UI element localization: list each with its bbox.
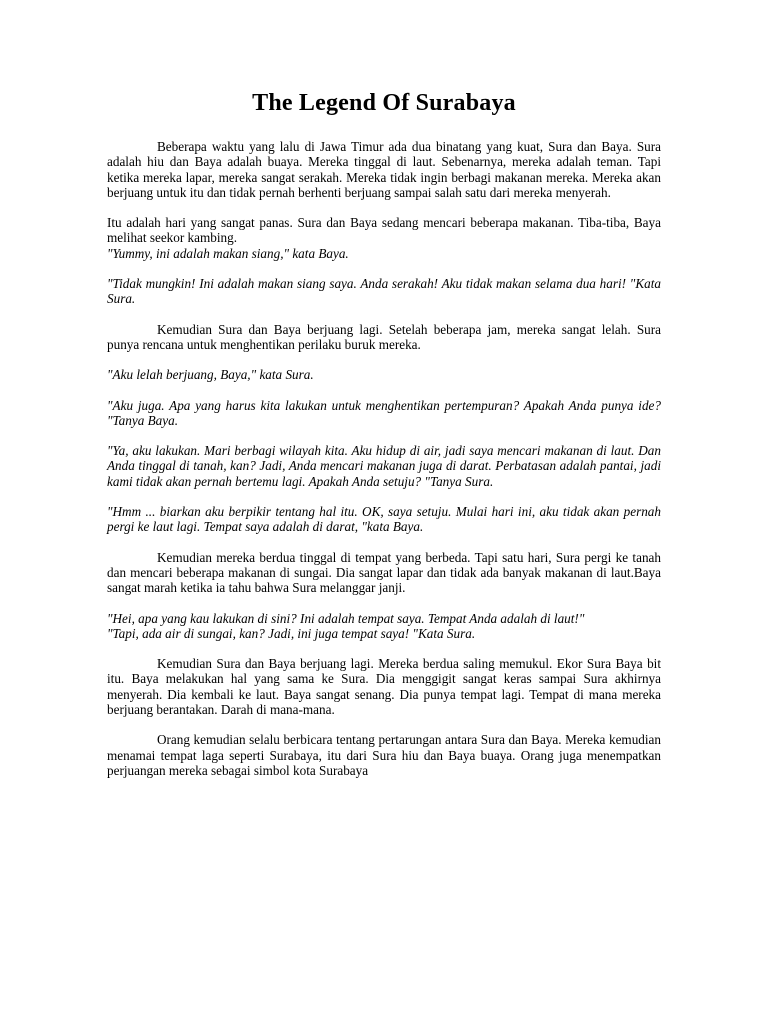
paragraph-broken-promise: Kemudian mereka berdua tinggal di tempat yang berbeda. Tapi satu hari, Sura pergi ke tanah dan mencari beberapa makanan di sungai. Dia sangat lapar dan tidak ada banyak makanan di laut.Baya sangat marah ketika ia tahu bahwa Sura melanggar janji.	[107, 549, 661, 596]
paragraph-conclusion: Orang kemudian selalu berbicara tentang pertarungan antara Sura dan Baya. Mereka kemudian menamai tempat laga seperti Surabaya, itu dari Sura hiu dan Baya buaya. Orang juga menempatkan perjuangan mereka sebagai simbol kota Surabaya	[107, 732, 661, 778]
paragraph-hot-day-text: Itu adalah hari yang sangat panas. Sura dan Baya sedang mencari beberapa makanan. Tiba-tiba, Baya melihat seekor kambing.	[107, 215, 661, 246]
dialogue-baya-hey: "Hei, apa yang kau lakukan di sini? Ini adalah tempat saya. Tempat Anda adalah di laut!"	[107, 610, 585, 626]
document-body	[107, 139, 661, 793]
paragraph-final-fight: Kemudian Sura dan Baya berjuang lagi. Mereka berdua saling memukul. Ekor Sura Baya bit itu. Baya melakukan hal yang sama ke Sura. Dia menggigit sangat keras sampai Sura akhirnya menyerah. Dia kembali ke laut. Baya sangat senang. Dia punya tempat lagi. Tempat di mana mereka berjuang berantakan. Darah di mana-mana.	[107, 656, 661, 718]
dialogue-sura-river: "Tapi, ada air di sungai, kan? Jadi, ini juga tempat saya! "Kata Sura.	[107, 625, 476, 641]
dialogue-sura-no-way: "Tidak mungkin! Ini adalah makan siang saya. Anda serakah! Aku tidak makan selama dua hari! "Kata Sura.	[107, 276, 661, 307]
dialogue-baya-me-too: "Aku juga. Apa yang harus kita lakukan untuk menghentikan pertempuran? Apakah Anda punya ide? "Tanya Baya.	[107, 397, 661, 428]
paragraph-intro: Beberapa waktu yang lalu di Jawa Timur ada dua binatang yang kuat, Sura dan Baya. Sura adalah hiu dan Baya adalah buaya. Mereka tinggal di laut. Sebenarnya, mereka adalah teman. Tapi ketika mereka lapar, mereka sangat serakah. Mereka tidak ingin berbagi makanan mereka. Mereka akan berjuang untuk itu dan tidak pernah berhenti berjuang sampai salah satu dari mereka menyerah.	[107, 139, 661, 200]
document-title: The Legend Of Surabaya	[252, 90, 516, 116]
dialogue-sura-share-territory: "Ya, aku lakukan. Mari berbagi wilayah kita. Aku hidup di air, jadi saya mencari makanan di laut. Dan Anda tinggal di tanah, kan? Jadi, Anda mencari makanan juga di darat. Perbatasan adalah pantai, jadi kami tidak akan pernah bertemu lagi. Apakah Anda setuju? "Tanya Sura.	[107, 443, 661, 489]
dialogue-baya-agree: "Hmm ... biarkan aku berpikir tentang hal itu. OK, saya setuju. Mulai hari ini, aku tidak akan pernah pergi ke laut lagi. Tempat saya adalah di darat, "kata Baya.	[107, 504, 661, 535]
dialogue-sura-tired: "Aku lelah berjuang, Baya," kata Sura.	[107, 367, 314, 383]
paragraph-hot-day	[107, 215, 661, 261]
paragraph-fight-again: Kemudian Sura dan Baya berjuang lagi. Setelah beberapa jam, mereka sangat lelah. Sura punya rencana untuk menghentikan perilaku buruk mereka.	[107, 321, 661, 352]
paragraph-river-argument	[107, 611, 661, 642]
dialogue-baya-yummy: "Yummy, ini adalah makan siang," kata Baya.	[107, 245, 349, 261]
